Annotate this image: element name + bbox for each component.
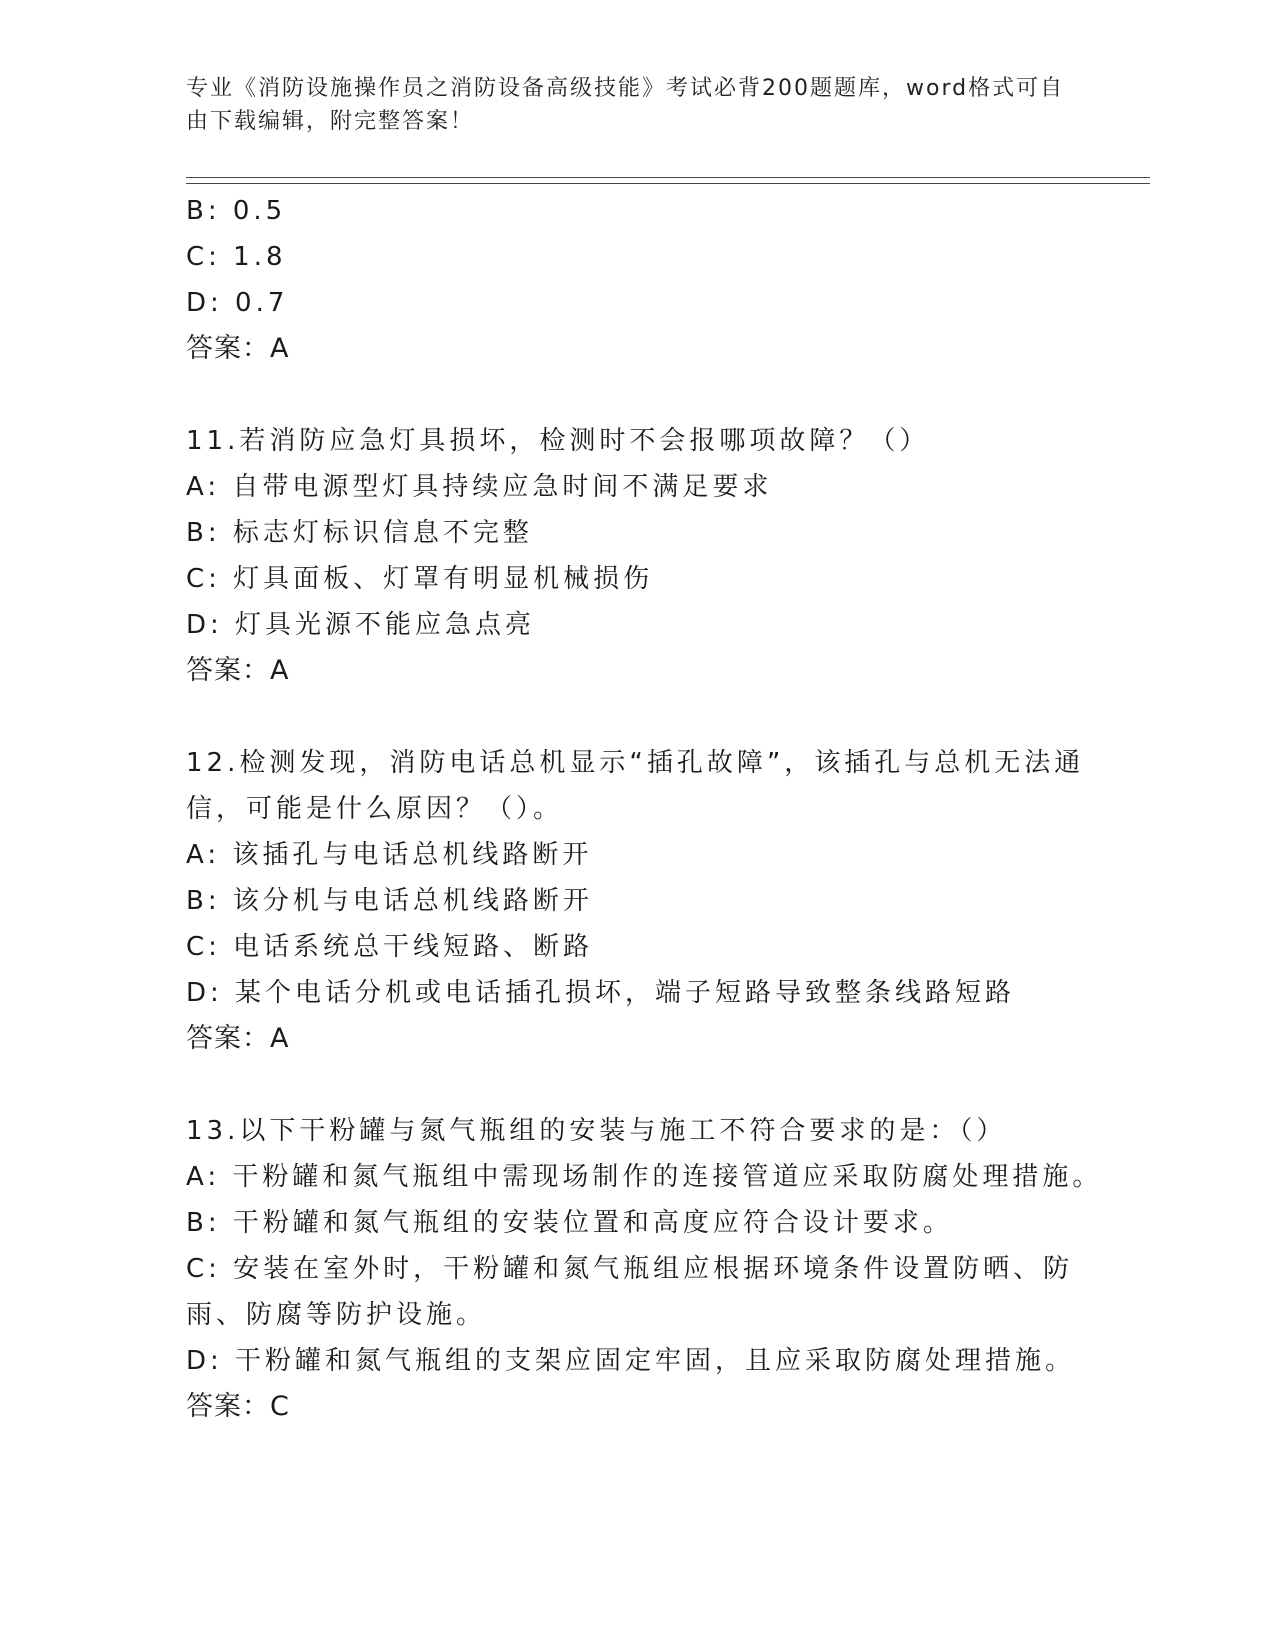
question-stem: 12.检测发现，消防电话总机显示“插孔故障”，该插孔与总机无法通信，可能是什么原因？（）。 (186, 748, 1085, 824)
answer-line: 答案：A (186, 655, 290, 686)
option-c: C: 灯具面板、灯罩有明显机械损伤 (186, 564, 654, 594)
option-a: A: 自带电源型灯具持续应急时间不满足要求 (186, 472, 773, 502)
question-stem: 11.若消防应急灯具损坏，检测时不会报哪项故障？（） (186, 426, 930, 456)
option-b: B: 干粉罐和氮气瓶组的安装位置和高度应符合设计要求。 (186, 1208, 953, 1238)
document-body (186, 188, 1103, 1430)
option-c: C: 电话系统总干线短路、断路 (186, 932, 594, 962)
header-title: 专业《消防设施操作员之消防设备高级技能》考试必背200题题库，word格式可自由下载编辑，附完整答案！ (186, 76, 1065, 134)
question-12 (186, 740, 1086, 1062)
option-d: D: 灯具光源不能应急点亮 (186, 610, 536, 640)
answer-line: 答案：A (186, 1023, 290, 1054)
answer-line: 答案：C (186, 1391, 290, 1422)
option-c: C: 安装在室外时，干粉罐和氮气瓶组应根据环境条件设置防晒、防雨、防腐等防护设施。 (186, 1254, 1074, 1330)
option-d: D: 某个电话分机或电话插孔损坏，端子短路导致整条线路短路 (186, 978, 1016, 1008)
option-d: D: 干粉罐和氮气瓶组的支架应固定牢固，且应采取防腐处理措施。 (186, 1346, 1076, 1376)
answer-line: 答案：A (186, 333, 290, 364)
question-13 (186, 1108, 1103, 1430)
question-11 (186, 418, 1086, 694)
option-c: C: 1.8 (186, 242, 287, 272)
question-stem: 13.以下干粉罐与氮气瓶组的安装与施工不符合要求的是：（） (186, 1116, 1007, 1146)
option-b: B: 该分机与电话总机线路断开 (186, 886, 593, 916)
option-a: A: 该插孔与电话总机线路断开 (186, 840, 593, 870)
option-b: B: 标志灯标识信息不完整 (186, 518, 533, 548)
option-a: A: 干粉罐和氮气瓶组中需现场制作的连接管道应采取防腐处理措施。 (186, 1162, 1103, 1192)
document-header (186, 72, 1086, 138)
partial-question (186, 188, 1086, 372)
header-double-rule (186, 177, 1150, 184)
option-d: D: 0.7 (186, 288, 289, 318)
option-b: B: 0.5 (186, 196, 287, 226)
